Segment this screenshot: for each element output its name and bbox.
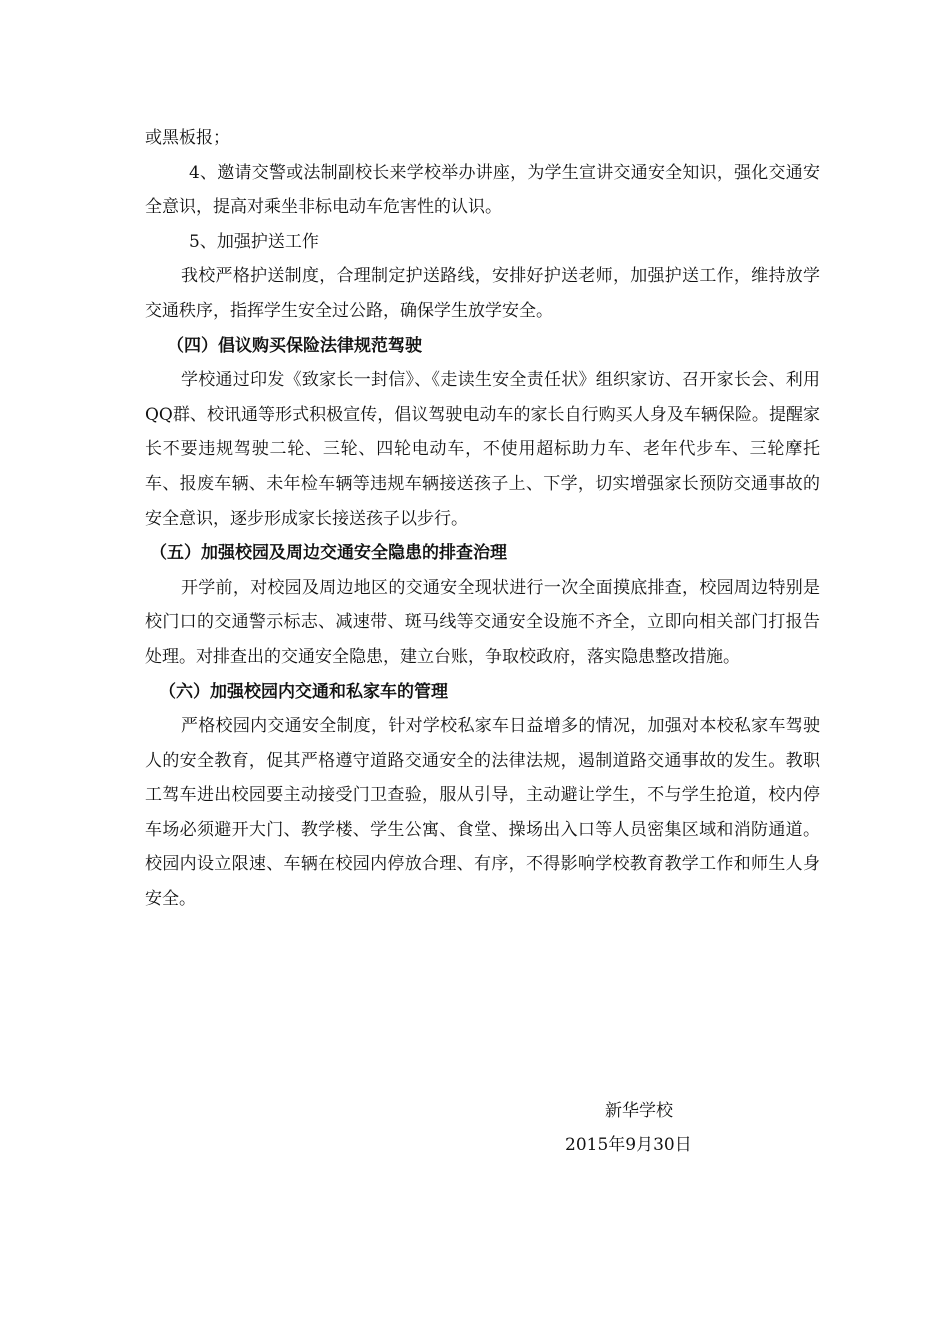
document-body [145, 121, 820, 917]
paragraph-item-5-title: 5、加强护送工作 [189, 231, 319, 252]
signature-date: 2015年9月30日 [565, 1135, 692, 1155]
section-4-heading: （四）倡议购买保险法律规范驾驶 [167, 335, 422, 356]
paragraph-item-4: 4、邀请交警或法制副校长来学校举办讲座，为学生宣讲交通安全知识，强化交通安全意识，提高对乘坐非标电动车危害性的认识。 [145, 162, 820, 218]
signature-organization: 新华学校 [605, 1101, 673, 1121]
section-4-body: 学校通过印发《致家长一封信》、《走读生安全责任状》组织家访、召开家长会、利用QQ群、校讯通等形式积极宣传，倡议驾驶电动车的家长自行购买人身及车辆保险。提醒家长不要违规驾驶二轮、三轮、四轮电动车，不使用超标助力车、老年代步车、三轮摩托车、报废车辆、未年检车辆等违规车辆接送孩子上、下学，切实增强家长预防交通事故的安全意识，逐步形成家长接送孩子以步行。 [145, 370, 820, 529]
paragraph-continuation: 或黑板报； [145, 128, 230, 148]
paragraph-item-5-body: 我校严格护送制度，合理制定护送路线，安排好护送老师，加强护送工作，维持放学交通秩序，指挥学生安全过公路，确保学生放学安全。 [145, 266, 820, 321]
section-5-heading: （五）加强校园及周边交通安全隐患的排查治理 [150, 543, 507, 564]
section-6-heading: （六）加强校园内交通和私家车的管理 [159, 681, 448, 702]
section-5-body: 开学前，对校园及周边地区的交通安全现状进行一次全面摸底排查，校园周边特别是校门口的交通警示标志、减速带、斑马线等交通安全设施不齐全，立即向相关部门打报告处理。对排查出的交通安全隐患，建立台账，争取校政府，落实隐患整改措施。 [145, 577, 820, 667]
section-6-body: 严格校园内交通安全制度，针对学校私家车日益增多的情况，加强对本校私家车驾驶人的安全教育，促其严格遵守道路交通安全的法律法规，遏制道路交通事故的发生。教职工驾车进出校园要主动接受门卫查验，服从引导，主动避让学生，不与学生抢道，校内停车场必须避开大门、教学楼、学生公寓、食堂、操场出入口等人员密集区域和消防通道。校园内设立限速、车辆在校园内停放合理、有序，不得影响学校教育教学工作和师生人身安全。 [145, 716, 820, 910]
